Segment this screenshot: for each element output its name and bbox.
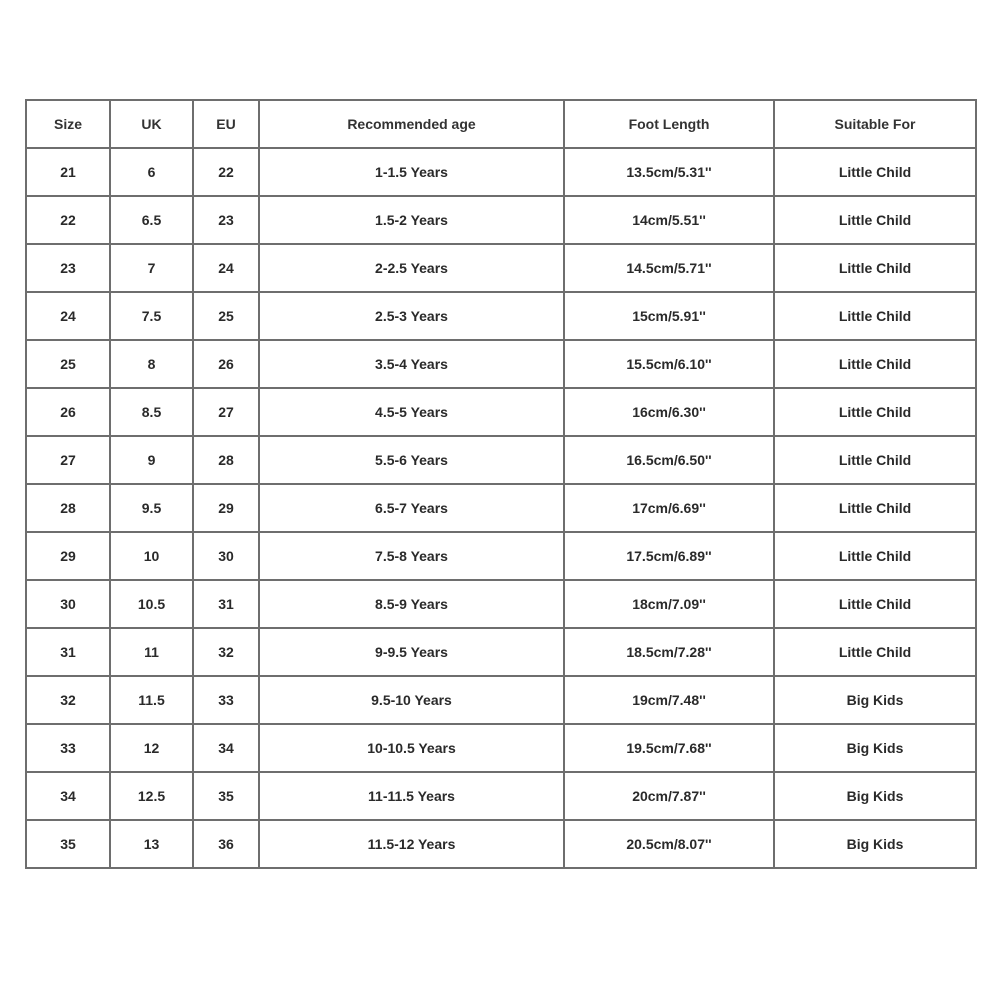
- table-row: [26, 628, 976, 676]
- eu-cell: 26: [193, 340, 259, 388]
- size-chart-table: [25, 99, 977, 869]
- size-cell: 32: [26, 676, 110, 724]
- size-cell: 25: [26, 340, 110, 388]
- eu-cell: 24: [193, 244, 259, 292]
- table-row: [26, 580, 976, 628]
- foot-length-cell: 17.5cm/6.89'': [564, 532, 774, 580]
- size-cell: 34: [26, 772, 110, 820]
- suitable-for-cell: Big Kids: [774, 724, 976, 772]
- size-cell: 28: [26, 484, 110, 532]
- table-row: [26, 196, 976, 244]
- uk-cell: 8.5: [110, 388, 193, 436]
- table-row: [26, 148, 976, 196]
- foot-length-cell: 15cm/5.91'': [564, 292, 774, 340]
- table-row: [26, 772, 976, 820]
- eu-cell: 33: [193, 676, 259, 724]
- eu-cell: 35: [193, 772, 259, 820]
- uk-cell: 9: [110, 436, 193, 484]
- size-cell: 23: [26, 244, 110, 292]
- table-row: [26, 292, 976, 340]
- table-body: [26, 148, 976, 868]
- recommended-age-cell: 6.5-7 Years: [259, 484, 564, 532]
- eu-cell: 30: [193, 532, 259, 580]
- eu-cell: 27: [193, 388, 259, 436]
- suitable-for-cell: Little Child: [774, 196, 976, 244]
- recommended-age-cell: 2.5-3 Years: [259, 292, 564, 340]
- uk-cell: 7.5: [110, 292, 193, 340]
- uk-cell: 11: [110, 628, 193, 676]
- table-row: [26, 820, 976, 868]
- suitable-for-cell: Little Child: [774, 340, 976, 388]
- size-cell: 26: [26, 388, 110, 436]
- recommended-age-cell: 3.5-4 Years: [259, 340, 564, 388]
- size-cell: 22: [26, 196, 110, 244]
- uk-cell: 8: [110, 340, 193, 388]
- suitable-for-cell: Little Child: [774, 388, 976, 436]
- recommended-age-cell: 4.5-5 Years: [259, 388, 564, 436]
- recommended-age-cell: 10-10.5 Years: [259, 724, 564, 772]
- table-row: [26, 676, 976, 724]
- foot-length-cell: 16.5cm/6.50'': [564, 436, 774, 484]
- foot-length-cell: 15.5cm/6.10'': [564, 340, 774, 388]
- table-row: [26, 724, 976, 772]
- foot-length-cell: 19.5cm/7.68'': [564, 724, 774, 772]
- size-cell: 33: [26, 724, 110, 772]
- recommended-age-cell: 11-11.5 Years: [259, 772, 564, 820]
- eu-cell: 22: [193, 148, 259, 196]
- header-eu: EU: [193, 100, 259, 148]
- uk-cell: 12: [110, 724, 193, 772]
- eu-cell: 23: [193, 196, 259, 244]
- uk-cell: 12.5: [110, 772, 193, 820]
- size-cell: 31: [26, 628, 110, 676]
- suitable-for-cell: Little Child: [774, 532, 976, 580]
- recommended-age-cell: 5.5-6 Years: [259, 436, 564, 484]
- uk-cell: 13: [110, 820, 193, 868]
- suitable-for-cell: Little Child: [774, 436, 976, 484]
- foot-length-cell: 14cm/5.51'': [564, 196, 774, 244]
- suitable-for-cell: Little Child: [774, 148, 976, 196]
- recommended-age-cell: 2-2.5 Years: [259, 244, 564, 292]
- recommended-age-cell: 7.5-8 Years: [259, 532, 564, 580]
- suitable-for-cell: Little Child: [774, 580, 976, 628]
- uk-cell: 6: [110, 148, 193, 196]
- suitable-for-cell: Big Kids: [774, 772, 976, 820]
- table-row: [26, 484, 976, 532]
- header-recommended-age: Recommended age: [259, 100, 564, 148]
- table-row: [26, 244, 976, 292]
- recommended-age-cell: 11.5-12 Years: [259, 820, 564, 868]
- foot-length-cell: 19cm/7.48'': [564, 676, 774, 724]
- foot-length-cell: 13.5cm/5.31'': [564, 148, 774, 196]
- foot-length-cell: 18cm/7.09'': [564, 580, 774, 628]
- recommended-age-cell: 8.5-9 Years: [259, 580, 564, 628]
- foot-length-cell: 16cm/6.30'': [564, 388, 774, 436]
- header-suitable-for: Suitable For: [774, 100, 976, 148]
- uk-cell: 7: [110, 244, 193, 292]
- uk-cell: 11.5: [110, 676, 193, 724]
- size-cell: 24: [26, 292, 110, 340]
- recommended-age-cell: 1-1.5 Years: [259, 148, 564, 196]
- eu-cell: 28: [193, 436, 259, 484]
- suitable-for-cell: Little Child: [774, 244, 976, 292]
- table-header: [26, 100, 976, 148]
- foot-length-cell: 14.5cm/5.71'': [564, 244, 774, 292]
- recommended-age-cell: 9.5-10 Years: [259, 676, 564, 724]
- table-row: [26, 340, 976, 388]
- eu-cell: 31: [193, 580, 259, 628]
- foot-length-cell: 20.5cm/8.07'': [564, 820, 774, 868]
- uk-cell: 10: [110, 532, 193, 580]
- eu-cell: 36: [193, 820, 259, 868]
- foot-length-cell: 18.5cm/7.28'': [564, 628, 774, 676]
- eu-cell: 25: [193, 292, 259, 340]
- uk-cell: 6.5: [110, 196, 193, 244]
- eu-cell: 32: [193, 628, 259, 676]
- table-row: [26, 436, 976, 484]
- suitable-for-cell: Big Kids: [774, 676, 976, 724]
- size-cell: 29: [26, 532, 110, 580]
- uk-cell: 9.5: [110, 484, 193, 532]
- recommended-age-cell: 1.5-2 Years: [259, 196, 564, 244]
- suitable-for-cell: Big Kids: [774, 820, 976, 868]
- table-row: [26, 388, 976, 436]
- size-cell: 35: [26, 820, 110, 868]
- uk-cell: 10.5: [110, 580, 193, 628]
- foot-length-cell: 20cm/7.87'': [564, 772, 774, 820]
- size-cell: 27: [26, 436, 110, 484]
- size-cell: 30: [26, 580, 110, 628]
- suitable-for-cell: Little Child: [774, 628, 976, 676]
- header-size: Size: [26, 100, 110, 148]
- table-row: [26, 532, 976, 580]
- eu-cell: 29: [193, 484, 259, 532]
- eu-cell: 34: [193, 724, 259, 772]
- foot-length-cell: 17cm/6.69'': [564, 484, 774, 532]
- header-uk: UK: [110, 100, 193, 148]
- header-row: [26, 100, 976, 148]
- size-cell: 21: [26, 148, 110, 196]
- recommended-age-cell: 9-9.5 Years: [259, 628, 564, 676]
- suitable-for-cell: Little Child: [774, 292, 976, 340]
- suitable-for-cell: Little Child: [774, 484, 976, 532]
- header-foot-length: Foot Length: [564, 100, 774, 148]
